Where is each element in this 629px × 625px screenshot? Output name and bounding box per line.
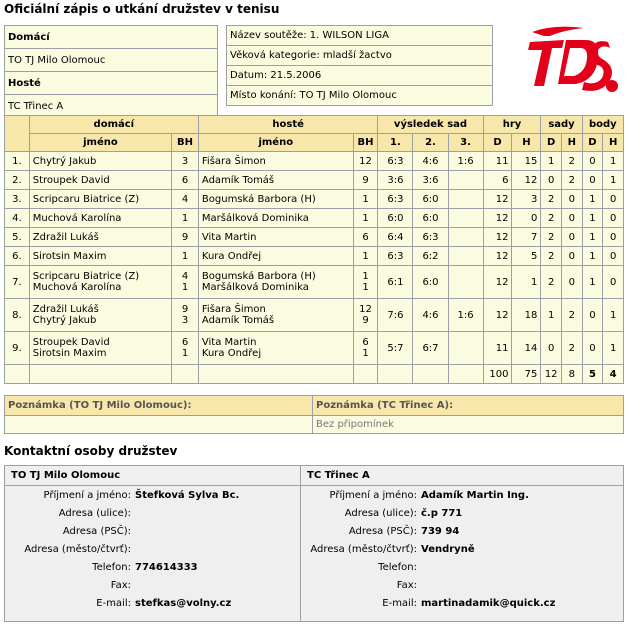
games-d: 11 <box>483 152 512 171</box>
games-h: 15 <box>512 152 541 171</box>
contact-value-phone: 774614333 <box>135 562 198 573</box>
games-d: 12 <box>483 209 512 228</box>
contact-label-phone: Telefon: <box>92 562 131 573</box>
sets-d: 2 <box>541 247 562 266</box>
match-venue: Místo konání: TO TJ Milo Olomouc <box>227 86 493 106</box>
games-h: 3 <box>512 190 541 209</box>
set2-score: 4:6 <box>413 299 448 332</box>
home-player <box>29 190 171 209</box>
total-games-h: 75 <box>512 365 541 384</box>
games-h: 14 <box>512 332 541 365</box>
home-player-line: Scripcaru Biatrice (Z) <box>32 271 140 282</box>
guest-player <box>198 247 353 266</box>
contact-row-phone <box>301 562 623 580</box>
home-bh-line: 1 <box>181 250 189 262</box>
points-d: 1 <box>582 247 603 266</box>
col-sets: sady <box>541 116 582 134</box>
points-h: 0 <box>603 266 624 299</box>
col-set2: 2. <box>413 134 448 152</box>
set2-score: 4:6 <box>413 152 448 171</box>
table-row <box>5 247 624 266</box>
points-d: 1 <box>582 228 603 247</box>
home-bh <box>172 190 199 209</box>
row-number: 2. <box>5 171 30 190</box>
age-category: Věková kategorie: mladší žactvo <box>227 46 493 66</box>
totals-row <box>5 365 624 384</box>
guest-note-text: Bez připomínek <box>313 416 624 434</box>
contact-value-street: č.p 771 <box>421 508 463 519</box>
contact-label-email: E-mail: <box>96 598 131 609</box>
contacts-title: Kontaktní osoby družstev <box>4 444 178 458</box>
home-note-label: Poznámka (TO TJ Milo Olomouc): <box>5 396 313 416</box>
guest-bh <box>353 190 378 209</box>
total-games-d: 100 <box>483 365 512 384</box>
set3-score <box>448 171 483 190</box>
guest-player <box>198 299 353 332</box>
home-player-line: Chytrý Jakub <box>32 315 97 326</box>
set1-score: 6:3 <box>378 152 413 171</box>
games-h: 7 <box>512 228 541 247</box>
sets-d: 1 <box>541 299 562 332</box>
table-row <box>5 299 624 332</box>
guest-bh <box>353 299 378 332</box>
guest-player-line: Adamík Tomáš <box>201 174 275 186</box>
match-date: Datum: 21.5.2006 <box>227 66 493 86</box>
home-player-line: Scripcaru Biatrice (Z) <box>32 193 140 205</box>
games-h: 1 <box>512 266 541 299</box>
points-d: 0 <box>582 152 603 171</box>
col-points-d: D <box>582 134 603 152</box>
points-h: 0 <box>603 247 624 266</box>
home-bh <box>172 266 199 299</box>
contact-row-street <box>5 508 320 526</box>
row-number: 8. <box>5 299 30 332</box>
row-number: 7. <box>5 266 30 299</box>
contact-label-city: Adresa (město/čtvrť): <box>310 544 417 555</box>
set2-score: 6:3 <box>413 228 448 247</box>
home-bh-line: 4 <box>181 193 189 205</box>
guest-bh-line: 12 <box>359 155 372 167</box>
guest-bh-line: 1 <box>362 348 369 359</box>
col-sets-d: D <box>541 134 562 152</box>
points-h: 1 <box>603 332 624 365</box>
guest-bh <box>353 209 378 228</box>
contact-value-name: Adamík Martin Ing. <box>421 490 529 501</box>
col-games: hry <box>483 116 541 134</box>
sets-d: 2 <box>541 209 562 228</box>
contact-row-zip <box>5 526 320 544</box>
col-sets-h: H <box>562 134 583 152</box>
sets-h: 0 <box>562 190 583 209</box>
contact-row-fax <box>301 580 623 598</box>
total-sets-h: 8 <box>562 365 583 384</box>
contact-label-name: Příjmení a jméno: <box>43 490 131 501</box>
home-player-line: Muchová Karolína <box>32 282 122 293</box>
guest-bh-line: 1 <box>362 282 369 293</box>
col-games-h: H <box>512 134 541 152</box>
competition-name: Název soutěže: 1. WILSON LIGA <box>227 26 493 46</box>
contact-label-email: E-mail: <box>382 598 417 609</box>
games-d: 6 <box>483 171 512 190</box>
home-player <box>29 152 171 171</box>
guest-player <box>198 152 353 171</box>
col-guest-bh: BH <box>353 134 378 152</box>
sets-h: 0 <box>562 266 583 299</box>
set2-score: 3:6 <box>413 171 448 190</box>
points-d: 1 <box>582 190 603 209</box>
home-player-line: Chytrý Jakub <box>32 155 97 167</box>
home-bh-line: 3 <box>181 155 189 167</box>
contact-row-zip <box>301 526 623 544</box>
guest-player-line: Bogumská Barbora (H) <box>201 271 316 282</box>
home-note-text <box>5 416 313 434</box>
contact-value-email: stefkas@volny.cz <box>135 598 232 609</box>
home-bh <box>172 171 199 190</box>
contact-row-fax <box>5 580 320 598</box>
col-set1: 1. <box>378 134 413 152</box>
guest-bh-line: 6 <box>362 231 369 243</box>
contact-label-name: Příjmení a jméno: <box>329 490 417 501</box>
col-set3: 3. <box>448 134 483 152</box>
set3-score <box>448 266 483 299</box>
guest-bh-line: 1 <box>362 271 369 282</box>
set3-score <box>448 190 483 209</box>
home-bh-line: 9 <box>181 231 189 243</box>
sets-d: 0 <box>541 332 562 365</box>
set1-score: 6:1 <box>378 266 413 299</box>
set3-score <box>448 332 483 365</box>
contact-label-fax: Fax: <box>110 580 131 591</box>
col-home-bh: BH <box>172 134 199 152</box>
guest-player <box>198 266 353 299</box>
guest-player-line: Kura Ondřej <box>201 348 262 359</box>
contact-row-street <box>301 508 623 526</box>
home-contact-box <box>4 465 321 622</box>
guest-contact-box <box>300 465 624 622</box>
home-player-line: Muchová Karolína <box>32 212 122 224</box>
home-bh-line: 1 <box>181 212 189 224</box>
guest-player-line: Fišara Šimon <box>201 155 266 167</box>
teams-box <box>4 25 218 118</box>
games-d: 12 <box>483 247 512 266</box>
home-bh <box>172 332 199 365</box>
guest-contact-team: TC Třinec A <box>301 466 623 486</box>
home-player <box>29 209 171 228</box>
contact-value-zip: 739 94 <box>421 526 460 537</box>
col-home-name: jméno <box>29 134 171 152</box>
set3-score: 1:6 <box>448 152 483 171</box>
guest-player-line: Bogumská Barbora (H) <box>201 193 316 205</box>
home-label: Domácí <box>5 26 218 49</box>
sets-d: 2 <box>541 228 562 247</box>
col-guest-name: jméno <box>198 134 353 152</box>
set2-score: 6:0 <box>413 190 448 209</box>
table-row <box>5 266 624 299</box>
home-player-line: Stroupek David <box>32 337 110 348</box>
set2-score: 6:7 <box>413 332 448 365</box>
set3-score <box>448 228 483 247</box>
guest-bh <box>353 332 378 365</box>
guest-note-label: Poznámka (TC Třinec A): <box>313 396 624 416</box>
guest-bh-line: 12 <box>359 304 372 315</box>
set3-score <box>448 247 483 266</box>
home-bh <box>172 299 199 332</box>
sets-h: 2 <box>562 299 583 332</box>
home-bh <box>172 209 199 228</box>
set1-score: 6:3 <box>378 247 413 266</box>
home-player-line: Sirotsin Maxim <box>32 348 107 359</box>
contact-row-email <box>5 598 320 616</box>
set2-score: 6:2 <box>413 247 448 266</box>
table-row <box>5 152 624 171</box>
points-h: 1 <box>603 152 624 171</box>
set1-score: 6:3 <box>378 190 413 209</box>
points-h: 0 <box>603 190 624 209</box>
home-bh-line: 6 <box>181 174 189 186</box>
points-h: 1 <box>603 171 624 190</box>
row-number: 1. <box>5 152 30 171</box>
col-points: body <box>582 116 623 134</box>
set1-score: 5:7 <box>378 332 413 365</box>
contact-label-street: Adresa (ulice): <box>58 508 131 519</box>
guest-player <box>198 332 353 365</box>
guest-bh-line: 9 <box>362 315 369 326</box>
guest-player <box>198 171 353 190</box>
home-bh-line: 9 <box>181 304 189 315</box>
home-player <box>29 171 171 190</box>
guest-bh-line: 9 <box>362 174 369 186</box>
results-table <box>4 115 624 384</box>
sets-h: 2 <box>562 171 583 190</box>
games-h: 0 <box>512 209 541 228</box>
notes-table <box>4 395 624 434</box>
contact-row-name <box>301 490 623 508</box>
points-d: 1 <box>582 266 603 299</box>
home-bh <box>172 152 199 171</box>
set1-score: 3:6 <box>378 171 413 190</box>
sets-h: 0 <box>562 228 583 247</box>
sets-h: 2 <box>562 152 583 171</box>
points-h: 1 <box>603 299 624 332</box>
home-player-line: Stroupek David <box>32 174 110 186</box>
home-player-line: Sirotsin Maxim <box>32 250 107 262</box>
points-d: 0 <box>582 332 603 365</box>
home-player <box>29 228 171 247</box>
games-h: 18 <box>512 299 541 332</box>
games-d: 12 <box>483 299 512 332</box>
set3-score <box>448 209 483 228</box>
guest-bh <box>353 247 378 266</box>
table-row <box>5 171 624 190</box>
contact-label-street: Adresa (ulice): <box>344 508 417 519</box>
guest-player-line: Fišara Šimon <box>201 304 266 315</box>
sets-h: 2 <box>562 332 583 365</box>
guest-bh-line: 1 <box>362 212 369 224</box>
contact-label-zip: Adresa (PSČ): <box>62 526 131 537</box>
match-info-box <box>226 25 493 106</box>
set1-score: 6:4 <box>378 228 413 247</box>
games-d: 12 <box>483 190 512 209</box>
games-h: 12 <box>512 171 541 190</box>
home-contact-team: TO TJ Milo Olomouc <box>5 466 320 486</box>
points-h: 0 <box>603 209 624 228</box>
contact-value-email: martinadamik@quick.cz <box>421 598 556 609</box>
table-row <box>5 209 624 228</box>
home-player <box>29 247 171 266</box>
col-games-d: D <box>483 134 512 152</box>
set1-score: 6:0 <box>378 209 413 228</box>
table-row <box>5 228 624 247</box>
row-number: 6. <box>5 247 30 266</box>
points-d: 1 <box>582 209 603 228</box>
guest-player <box>198 228 353 247</box>
points-h: 0 <box>603 228 624 247</box>
guest-bh-line: 1 <box>362 250 369 262</box>
guest-bh <box>353 152 378 171</box>
points-d: 0 <box>582 171 603 190</box>
guest-bh <box>353 171 378 190</box>
contact-label-city: Adresa (město/čtvrť): <box>24 544 131 555</box>
points-d: 0 <box>582 299 603 332</box>
total-points-h: 4 <box>603 365 624 384</box>
row-number: 3. <box>5 190 30 209</box>
guest-player-line: Maršálková Dominika <box>201 212 309 224</box>
sets-d: 1 <box>541 152 562 171</box>
contact-row-city <box>5 544 320 562</box>
home-team-name: TO TJ Milo Olomouc <box>5 49 218 72</box>
home-player <box>29 332 171 365</box>
guest-player-line: Adamík Tomáš <box>201 315 275 326</box>
table-row <box>5 332 624 365</box>
set2-score: 6:0 <box>413 209 448 228</box>
guest-player <box>198 209 353 228</box>
contact-label-phone: Telefon: <box>378 562 417 573</box>
total-points-d: 5 <box>582 365 603 384</box>
col-points-h: H <box>603 134 624 152</box>
sets-h: 0 <box>562 209 583 228</box>
home-bh <box>172 247 199 266</box>
set2-score: 6:0 <box>413 266 448 299</box>
contact-row-city <box>301 544 623 562</box>
games-d: 12 <box>483 228 512 247</box>
table-row <box>5 190 624 209</box>
page-title: Oficiální zápis o utkání družstev v tenisu <box>4 2 280 16</box>
home-player <box>29 266 171 299</box>
row-number: 5. <box>5 228 30 247</box>
guest-bh <box>353 228 378 247</box>
guest-player-line: Vita Martin <box>201 337 257 348</box>
contact-row-email <box>301 598 623 616</box>
col-home: domácí <box>29 116 198 134</box>
sets-d: 2 <box>541 266 562 299</box>
guest-label: Hosté <box>5 72 218 95</box>
col-sets-result: výsledek sad <box>378 116 483 134</box>
guest-player-line: Vita Martin <box>201 231 257 243</box>
guest-player-line: Kura Ondřej <box>201 250 262 262</box>
row-number: 9. <box>5 332 30 365</box>
games-h: 5 <box>512 247 541 266</box>
home-bh-line: 1 <box>181 282 189 293</box>
home-player-line: Zdražil Lukáš <box>32 304 99 315</box>
guest-bh-line: 1 <box>362 193 369 205</box>
contact-row-name <box>5 490 320 508</box>
home-bh-line: 1 <box>181 348 189 359</box>
home-player-line: Zdražil Lukáš <box>32 231 99 243</box>
contact-value-city: Vendryně <box>421 544 475 555</box>
sets-d: 2 <box>541 190 562 209</box>
contact-row-phone <box>5 562 320 580</box>
games-d: 12 <box>483 266 512 299</box>
sets-d: 0 <box>541 171 562 190</box>
col-guests: hosté <box>198 116 377 134</box>
contact-value-name: Štefková Sylva Bc. <box>135 490 240 501</box>
sets-h: 0 <box>562 247 583 266</box>
contact-label-fax: Fax: <box>396 580 417 591</box>
guest-team-name: TC Třinec A <box>5 95 218 118</box>
set3-score: 1:6 <box>448 299 483 332</box>
home-player <box>29 299 171 332</box>
guest-bh-line: 6 <box>362 337 369 348</box>
guest-player <box>198 190 353 209</box>
games-d: 11 <box>483 332 512 365</box>
set1-score: 7:6 <box>378 299 413 332</box>
club-logo <box>524 24 620 104</box>
guest-bh <box>353 266 378 299</box>
home-bh-line: 4 <box>181 271 189 282</box>
guest-player-line: Maršálková Dominika <box>201 282 309 293</box>
contact-label-zip: Adresa (PSČ): <box>348 526 417 537</box>
home-bh <box>172 228 199 247</box>
home-bh-line: 6 <box>181 337 189 348</box>
total-sets-d: 12 <box>541 365 562 384</box>
home-bh-line: 3 <box>181 315 189 326</box>
row-number: 4. <box>5 209 30 228</box>
